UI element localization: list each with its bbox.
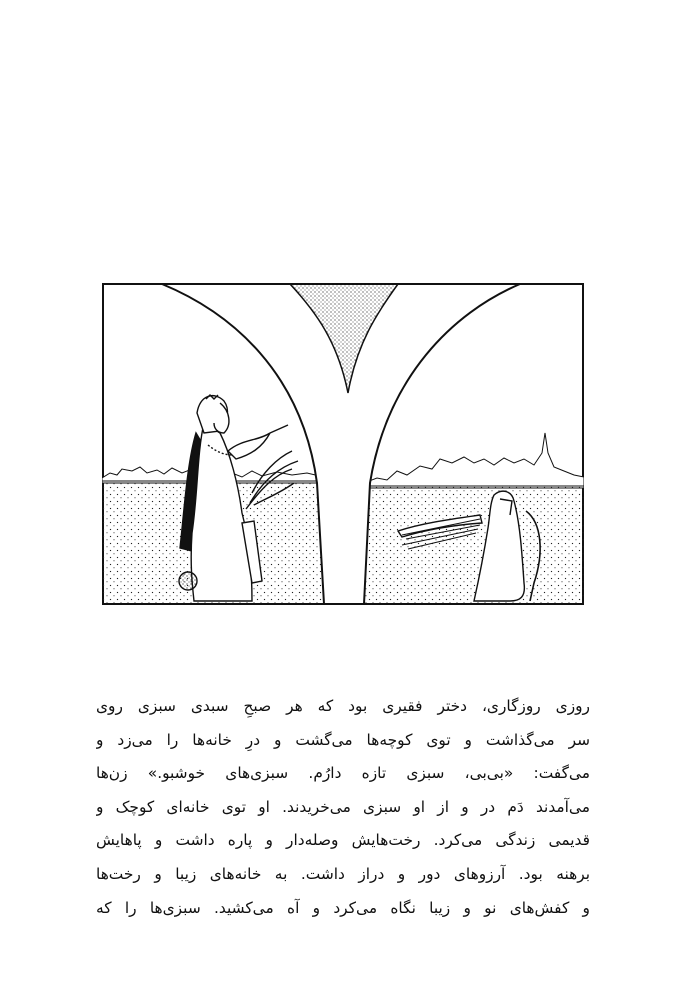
story-line: می‌گفت: «بی‌بی، سبزی تازه دارُم. سبزی‌های خوشبو.» زن‌ها	[96, 764, 590, 783]
story-line: روزی روزگاری، دختر فقیری بود که هر صبحِ سبدی سبزی روی	[96, 697, 590, 715]
illustration-drawing	[102, 283, 584, 605]
right-ground	[357, 486, 584, 605]
story-illustration	[102, 283, 584, 605]
story-text	[96, 690, 590, 925]
story-line: می‌آمدند دَم در و از او سبزی می‌خریدند. او توی خانه‌ای کوچک و	[96, 797, 590, 816]
story-line: و کفش‌های نو و زیبا نگاه می‌کرد و آه می‌کشید. سبزی‌ها را که	[96, 898, 590, 917]
story-line: برهنه بود. آرزوهای دور و دراز داشت. به خانه‌های زیبا و رخت‌ها	[96, 864, 590, 883]
story-line: سر می‌گذاشت و توی کوچه‌ها می‌گشت و درِ خانه‌ها را می‌زد و	[96, 730, 590, 749]
story-line: قدیمی زندگی می‌کرد. رخت‌هایش وصله‌دار و پاره داشت و پاهایش	[96, 831, 590, 850]
